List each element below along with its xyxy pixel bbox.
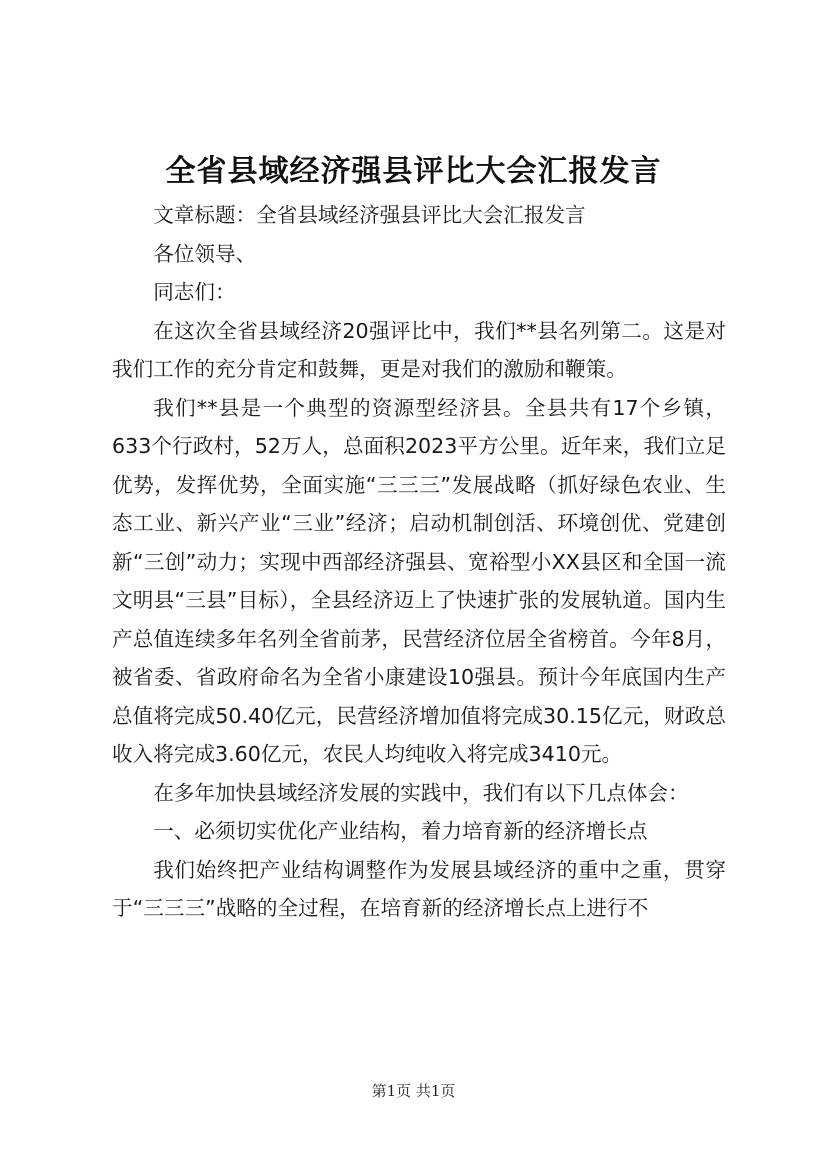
salutation-leaders: 各位领导、	[153, 241, 257, 266]
body-paragraph: 在这次全省县域经济20强评比中，我们**县名列第二。这是对我们工作的充分肯定和鼓舞，更是对我们的激励和鞭策。	[112, 318, 726, 381]
body-paragraph: 我们**县是一个典型的资源型经济县。全县共有17个乡镇，633个行政村，52万人，总面积2023平方公里。近年来，我们立足优势，发挥优势，全面实施“三三三”发展战略（抓好绿色农业、生态工业、新兴产业“三业”经济；启动机制创活、环境创优、党建创新“三创”动力；实现中西部经济强县、宽裕型小XX县区和全国一流文明县“三县”目标），全县经济迈上了快速扩张的发展轨道。国内生产总值连续多年名列全省前茅，民营经济位居全省榜首。今年8月，被省委、省政府命名为全省小康建设10强县。预计今年底国内生产总值将完成50.40亿元，民营经济增加值将完成30.15亿元，财政总收入将完成3.60亿元，农民人均纯收入将完成3410元。	[112, 395, 726, 766]
article-title-line: 文章标题：全省县域经济强县评比大会汇报发言	[153, 203, 586, 227]
body-paragraph: 我们始终把产业结构调整作为发展县域经济的重中之重，贯穿于“三三三”战略的全过程，在培育新的经济增长点上进行不	[112, 857, 726, 920]
page-footer: 第1页 共1页	[371, 1082, 456, 1100]
salutation-comrades: 同志们：	[153, 280, 236, 304]
section-heading: 一、必须切实优化产业结构，着力培育新的经济增长点	[153, 819, 648, 843]
document-title: 全省县域经济强县评比大会汇报发言	[165, 154, 662, 189]
body-paragraph: 在多年加快县域经济发展的实践中，我们有以下几点体会：	[153, 780, 689, 805]
document-body	[112, 196, 726, 928]
